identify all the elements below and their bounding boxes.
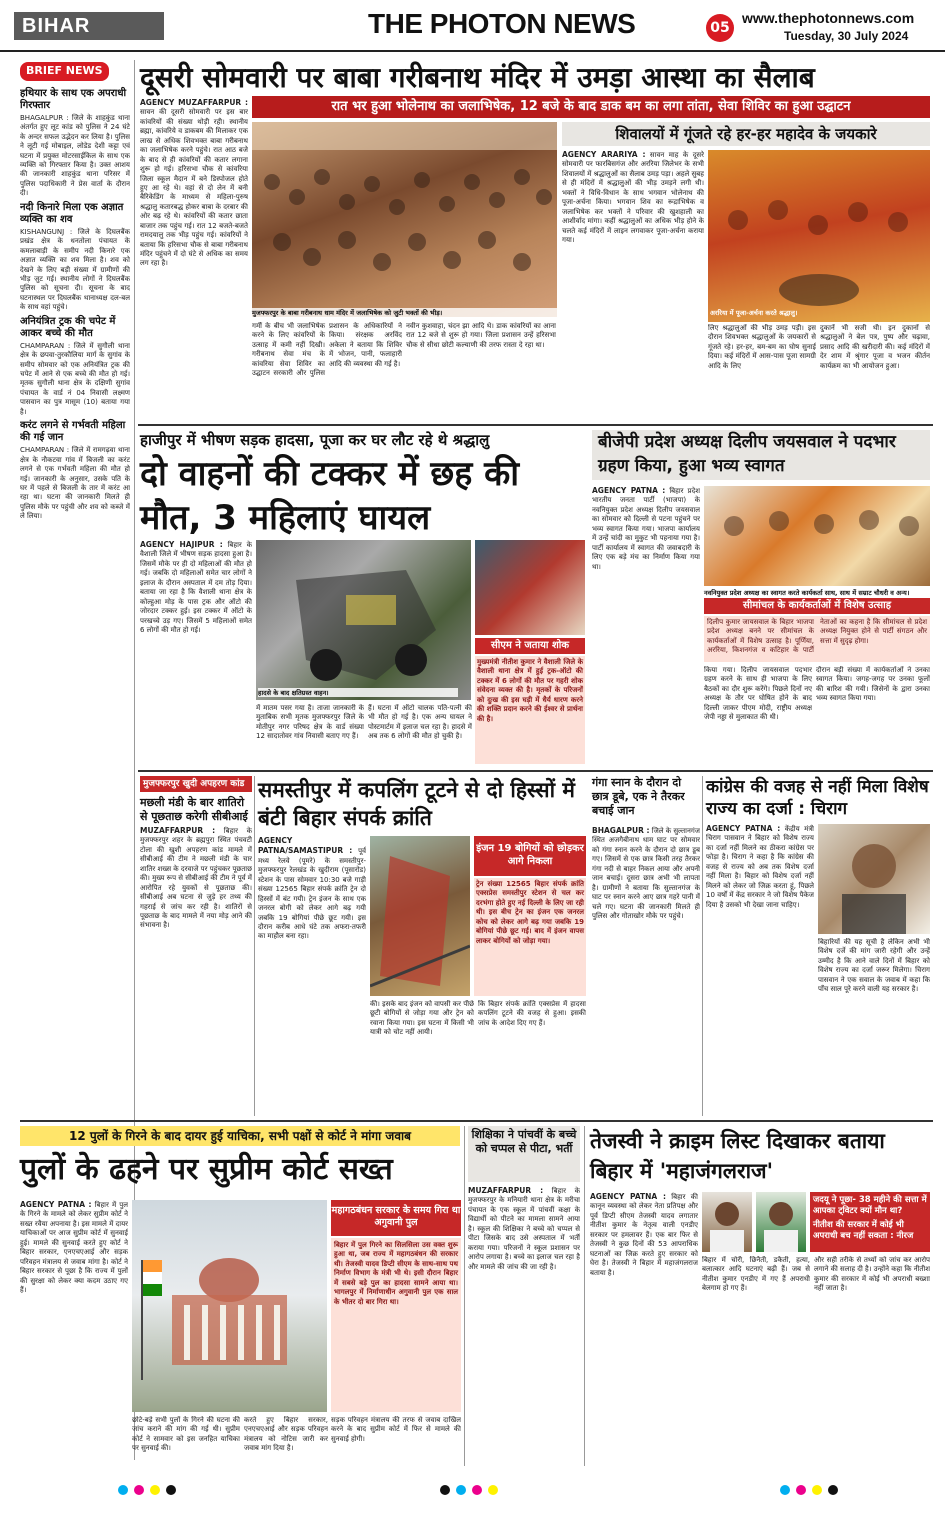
shivalaya-photo: [708, 150, 930, 322]
shivalaya-body-3: दुकानें भी सजी थी। इन दुकानों से श्रद्धालुओं ने बेल पत्र, पुष्प और चढ़ावा, प्रसाद आदि की खरीदारी की। कई मंदिरों में देर शाम में श्रृंगार पूजा व भजन कीर्तन कार्यक्रम का भी आयोजन हुआ।: [820, 324, 930, 370]
brief-body: BHAGALPUR : जिले के शाहकुंड थाना अंतर्गत हुए लूट कांड को पुलिस ने 24 घंटे के अन्दर सफल उद्भेदन कर लिया है। पुलिस ने लूटी गई मोबाइल, लोडेड देशी कट्टा एवं घटना में प्रयुक्त मोटरसाईकिल के साथ एक व्यक्ति को गिरफ्तार किया है। उक्त आशय की जानकारी शाहकुंड थाना परिसर में पुलिस पदाधिकारी ने प्रेस वार्ता के दौरान दी।: [20, 113, 130, 198]
edition-label: BIHAR: [14, 12, 164, 40]
lead-body-3: नवीन कुशवाहा, चंदन झा आदि थे। डाक कांवरियों का आना रात 12 बजे से शुरू हो गया। जिला प्रशासन उन्हें हरिसभा चौक से सीधा छोटी कल्याणी की तरफ रास्ता दे रहा था।: [406, 322, 556, 349]
brief-headline: करंट लगने से गर्भवती महिला की गई जान: [20, 420, 126, 444]
train-photo: [370, 836, 470, 996]
accident-body-text: बिहार के वैशाली जिले में भीषण सड़क हादसा हुआ है। जिसमें मौके पर ही दो महिलाओं की मौत हो गई। जबकि दो महिलाओं समेत चार लोगों ने इलाज के दौरान अस्पताल में दम तोड़ दिया। बताया जा रहा है कि वैशाली थाना क्षेत्र के कोल्हुआ मोड़ के पास ट्रक और ऑटो की जोरदार टक्कर हुई। इस टक्कर में ऑटो के परखच्चे उड़ गए। जिसमें 5 महिलाओं समेत 6 लोगों की मौत हो गई।: [140, 541, 252, 634]
bridges-body: [20, 1200, 128, 1464]
bridges-red-box-title: महागठबंधन सरकार के समय गिरा था अगुवानी पुल: [331, 1200, 461, 1236]
chirag-photo: [818, 824, 930, 934]
brief-item: [20, 88, 130, 199]
tejashwi-body-text: बिहार की कानून व्यवस्था को लेकर नेता प्रतिपक्ष और पूर्व डिप्टी सीएम तेजस्वी यादव लगातार नीतीश कुमार के नेतृत्व वाली एनडीए सरकार पर हमलावर हैं। एक बार फिर से तेजस्वी ने कुछ दिनों की 53 आपराधिक घटनाओं का जिक्र करते हुए सरकार को घेरा है। तेजस्वी ने बिहार में महाजंगलराज बताया है।: [590, 1193, 698, 1277]
lead-body: [140, 98, 248, 418]
accident-kicker: हाजीपुर में भीषण सड़क हादसा, पूजा कर घर लौट रहे थे श्रद्धालु: [140, 431, 490, 449]
brief-body: CHAMPARAN : जिले में सुगौली थाना क्षेत्र के छपवा-तुरकौलिया मार्ग के सुगांव के समीप सोमवार को एक अनियंत्रित ट्रक की चपेट में आने से एक बच्चे की मौत हो गई। मृतक सुगौली थाना क्षेत्र के दक्षिणी सुगांव पंचायत के वार्ड नं 04 निवासी लक्ष्मण पासवान का पुत्र मासूम (10) बताया गया है।: [20, 341, 130, 416]
quote-box: [810, 1192, 930, 1252]
train-illustration: [370, 836, 470, 996]
brief-headline: नदी किनारे मिला एक अज्ञात व्यक्ति का शव: [20, 201, 124, 225]
fish-kicker: मुजफ्फरपुर खुदी अपहरण कांड: [140, 776, 252, 792]
column-divider: [254, 776, 255, 1116]
bjp-body-text: बिहार प्रदेश भारतीय जनता पार्टी (भाजपा) के नवनियुक्त प्रदेश अध्यक्ष दिलीप जयसवाल का सोमवार को दिल्ली से पटना पहुंचने पर भव्य स्वागत किया गया। भाजपा कार्यालय में उन्हें चांदी का मुकुट भी पहनाया गया है। पार्टी कार्यालय में स्वागत की जवाबदारी के लिए एक बड़े मंच का निर्माण किया गया था।: [592, 487, 700, 571]
bjp-body-2: किया गया। दिलीप जायसवाल पदभार ग्रहण करने के साथ ही भाजपा के लिए बैठकों का दौर शुरू करेंगे। पिछले दिनों नए अध्यक्ष के तौर पर घोषित होने के बाद दिल्ली जाकर पीएम मोदी, राष्ट्रीय अध्यक्ष जेपी नड्डा से मुलाकात की थी।: [704, 666, 812, 722]
school-body-text: बिहार के मुजफ्फरपुर के मनियारी थाना क्षेत्र के मरीचा पंचायत के एक स्कूल में पांचवीं कक्षा के विद्यार्थी को पीटने का मामला सामने आया है। स्कूल की शिक्षिका ने बच्चे को चप्पल से पीटा जिसके बाद उसे अस्पताल में भर्ती कराया गया। परिजनों ने स्कूल प्रशासन पर आरोप लगाया है। बच्चे का इलाज चल रहा है और मामले की जांच की जा रही है।: [468, 1187, 580, 1271]
school-headline: शिक्षिका ने पांचवीं के बच्चे को चप्पल से पीटा, भर्ती: [468, 1126, 580, 1182]
bridges-kicker: 12 पुलों के गिरने के बाद दायर हुई याचिका, सभी पक्षों से कोर्ट ने मांगा जवाब: [20, 1126, 460, 1146]
accident-body-2: में मातम पसर गया है। ताजा जानकारी के मुताबिक सभी मृतक मुजफ्फरपुर जिले के मोतीपुर नगर परिषद क्षेत्र के वार्ड संख्या 12 सादातोवर गांव निवासी बताए गए हैं।: [256, 704, 364, 741]
bridges-red-box-body: बिहार में पुल गिरने का सिलसिला उस वक्त शुरू हुआ था, जब राज्य में महागठबंधन की सरकार थी। तेजस्वी यादव डिप्टी सीएम के साथ-साथ पथ निर्माण विभाग के मंत्री भी थे। इसी दौरान बिहार में सबसे बड़े पुल का हादसा सामने आया था। भागलपुर में निर्माणाधीन अगुवानी पुल एक साल के भीतर दो बार गिरा था।: [331, 1238, 461, 1412]
brief-item: [20, 420, 130, 522]
masthead: [0, 0, 945, 52]
school-body: [468, 1186, 580, 1464]
tejashwi-body-3: और सही तरीके से तथ्यों को जांच कर आरोप लगाने की सलाह दी है। उन्होंने कहा कि नीतीश कुमार की सरकार में कोई भी अपराधी बख्शा नहीं जाता है।: [814, 1256, 930, 1293]
cyan-mark: [118, 1485, 128, 1495]
column-divider: [702, 776, 703, 1116]
fish-body: [140, 826, 252, 1116]
brief-headline: हथियार के साथ एक अपराधी गिरफ्तार: [20, 87, 127, 111]
tejashwi-body-2: बिहार में चोरी, छिनैती, डकैती, हत्या, बलात्कार आदि घटनाएं बढ़ी हैं। जब से नीतीश कुमार एनडीए में गए हैं अपराधी बेलगाम हो गए हैं।: [702, 1256, 810, 1293]
tejashwi-headline: तेजस्वी ने क्राइम लिस्ट दिखाकर बताया बिहार में 'महाजंगलराज': [590, 1129, 885, 1183]
cm-box-body: मुख्यमंत्री नीतीश कुमार ने वैशाली जिले के वैशाली थाना क्षेत्र में हुई ट्रक-ऑटो की टक्कर में 6 लोगों की मौत पर गहरी शोक संवेदना व्यक्त की है। मृतकों के परिजनों को दुःख की इस घड़ी में धैर्य धारण करने की शक्ति प्रदान करने की ईश्वर से प्रार्थना की है।: [475, 656, 585, 764]
congress-body: [706, 824, 814, 1116]
paper-title: THE PHOTON NEWS: [368, 8, 636, 39]
wreckage-illustration: [256, 540, 471, 700]
yellow-mark: [488, 1485, 498, 1495]
black-mark: [440, 1485, 450, 1495]
magenta-mark: [472, 1485, 482, 1495]
lead-headline: दूसरी सोमवारी पर बाबा गरीबनाथ मंदिर में उमड़ा आस्था का सैलाब: [140, 61, 815, 94]
neeraj-photo: [756, 1192, 806, 1252]
ganga-body-text: जिले के सुल्तानगंज स्थित अजगैबीनाथ धाम घाट पर सोमवार को गंगा स्नान करने के दौरान दो छात्र डूब गए। जिसमें से एक छात्र किसी तरह तैरकर गंगा नदी से बाहर निकल आया और अपनी जान बचाई। दूसरा छात्र अभी भी लापता है। ग्रामीणों ने बताया कि सुल्तानगंज के घाट पर स्नान करने आए छात्र गहरे पानी में चले गए। घटना की जानकारी मिलते ही पुलिस और गोताखोर मौके पर पहुंचे।: [592, 827, 700, 920]
quote-1: जदयू ने पूछा- 38 महीने की सत्ता में आपका ट्विटर क्यों मौन था?: [813, 1195, 927, 1216]
portrait-illustration: [756, 1192, 806, 1252]
brief-body: CHAMPARAN : जिले में रामगढ़वा थाना क्षेत्र के नौकटवा गांव में बिजली का करंट लगने से एक गर्भवती महिला की मौत हो गई। जानकारी के अनुसार, उसके पति के घर में पहले से बिजली के तार में करंट आ रहा था। घटना की जानकारी मिलते ही पुलिस मौके पर पहुंची और शव को कब्जे में ले लिया।: [20, 446, 130, 521]
train-body-3: कि बिहार संपर्क क्रांति एक्सप्रेस में हादसा कपलिंग टूटने की वजह से हुआ। इसकी जांच के आदेश दिए गए हैं।: [478, 1000, 586, 1027]
brief-item: [20, 316, 130, 418]
bridges-body-3: करते हुए बिहार सरकार, एनएचएआई और सड़क परिवहन मंत्रालय को नोटिस जारी कर जवाब मांग दिया है।: [244, 1416, 328, 1453]
section-divider: [138, 770, 933, 772]
shivalaya-body: [562, 150, 704, 418]
yellow-mark: [150, 1485, 160, 1495]
welcome-illustration: [704, 486, 930, 586]
column-divider: [464, 1126, 465, 1466]
portrait-illustration: [818, 824, 930, 934]
train-agency: AGENCY PATNA/SAMASTIPUR :: [258, 836, 353, 856]
magenta-mark: [796, 1485, 806, 1495]
accident-photo: [256, 540, 471, 700]
bridges-headline: पुलों के ढहने पर सुप्रीम कोर्ट सख्त: [20, 1152, 393, 1187]
congress-headline: कांग्रेस की वजह से नहीं मिला विशेष राज्य का दर्जा : चिराग: [706, 777, 929, 819]
print-registration-marks: [0, 1470, 945, 1510]
bjp-agency: AGENCY PATNA :: [592, 486, 666, 495]
worshippers-illustration: [708, 150, 930, 322]
court-building-illustration: [132, 1200, 327, 1412]
bjp-photo-caption: नवनियुक्त प्रदेश अध्यक्ष का स्वागत करते कार्यकर्ता साथ, साथ में सम्राट चौधरी व अन्य।: [704, 589, 910, 597]
tejashwi-photo: [702, 1192, 752, 1252]
cm-box-title: सीएम ने जताया शोक: [475, 638, 585, 654]
black-mark: [828, 1485, 838, 1495]
brief-item: [20, 202, 130, 313]
cyan-mark: [456, 1485, 466, 1495]
lead-subhead: रात भर हुआ भोलेनाथ का जलाभिषेक, 12 बजे के बाद डाक बम का लगा तांता, सेवा शिविर का हुआ उद्घाटन: [252, 96, 930, 118]
accident-agency: AGENCY HAJIPUR :: [140, 540, 223, 549]
tejashwi-agency: AGENCY PATNA :: [590, 1192, 666, 1201]
train-body: [258, 836, 366, 1116]
accident-body: [140, 540, 252, 764]
accident-body-3: हैं। घटना में ऑटो चालक पति-पत्नी की भी मौत हो गई है। एक अन्य घायल ने पोस्टमार्टम में इलाज चल रहा है। हादसे में अब तक 6 लोगों की मौत हो चुकी है।: [368, 704, 472, 741]
shivalaya-photo-caption: अररिया में पूजा-अर्चना करते श्रद्धालु।: [710, 309, 798, 317]
brief-body: KISHANGUNJ : जिले के दिघलबैंक प्रखंड क्षेत्र के धनतोला पंचायत के कमलाबाड़ी के समीप नदी किनारे एक अज्ञात व्यक्ति का शव मिला है। शव को देखने के लिए बड़ी संख्या में ग्रामीणों की भीड़ जुट गई। स्थानीय लोगों ने दिघलबैंक पुलिस को सूचना दी। सूचना के बाद घटनास्थल पर दिघलबैंक थानाध्यक्ष दल-बल के साथ वहां पहुंचे।: [20, 227, 130, 312]
bridges-body-text: बिहार में पुल के गिरने के मामले को लेकर सुप्रीम कोर्ट ने सख्त रवैया अपनाया है। इस मामले में दायर याचिकाओं पर आज सुप्रीम कोर्ट में सुनवाई हुई। मामले की सुनवाई करते हुए कोर्ट ने बिहार सरकार, एनएचएआई और सड़क परिवहन मंत्रालय से जवाब मांगा है। कोर्ट ने बिहार सरकार से पूछा है कि राज्य में पुलों की सुरक्षा को लेकर क्या कदम उठाए गए हैं।: [20, 1201, 128, 1294]
temple-crowd-photo: [252, 122, 557, 317]
fish-agency: MUZAFFARPUR :: [140, 826, 216, 835]
congress-body-2: बिहारियों की यह सूची है लेकिन अभी भी विशेष दर्जे की मांग जारी रहेगी और उन्हें उम्मीद है कि आने वाले दिनों में बिहार को विशेष राज्य का दर्जा जरूर मिलेगा। चिराग पासवान ने एक सवाल के जवाब में कहा कि पाँच साल पूरे करने वाली यह सरकार है।: [818, 938, 930, 994]
congress-agency: AGENCY PATNA :: [706, 824, 781, 833]
school-agency: MUZAFFARPUR :: [468, 1186, 544, 1195]
injured-photo: [475, 540, 585, 635]
train-body-text: पूर्व मध्य रेलवे (पूमरे) के समस्तीपुर-मुजफ्फरपुर रेलखंड के खुदीराम (पूसारोड) स्टेशन के पास सोमवार 10:30 बजे गाड़ी संख्या 12565 बिहार संपर्क क्रांति ट्रेन दो हिस्सों में बंट गयी। ट्रेन इंजन के साथ एक जनरल बोगी को लेकर आगे बढ़ गयी जबकि 19 बोगियां पीछे छूट गयी। इस दौरान करीब आधे घंटे तक अफरा-तफरी का माहौल बना रहा।: [258, 847, 366, 941]
column-divider: [584, 1126, 585, 1466]
bridges-body-2: छोटे-बड़े सभी पुलों के गिरने की घटना की जांच कराने की मांग की गई थी। सुप्रीम कोर्ट ने सामवार को इस जनहित याचिका पर सुनवाई की।: [132, 1416, 240, 1453]
train-body-2: की। इसके बाद इंजन को वापसी कर पीछे छूटी बोगियों से जोड़ा गया और ट्रेन को रवाना किया गया। इस घटना में किसी भी यात्री को चोट नहीं आयी।: [370, 1000, 474, 1037]
crowd-illustration: [252, 122, 557, 317]
train-headline: समस्तीपुर में कपलिंग टूटने से दो हिस्सों में बंटी बिहार संपर्क क्रांति: [258, 778, 575, 830]
ganga-headline: गंगा स्नान के दौरान दो छात्र डूबे, एक ने तैरकर बचाई जान: [592, 776, 685, 817]
bjp-box-body-2: दौरान बड़ी संख्या में कार्यकर्ताओं ने उनका स्वागत किया। जगह-जगह पर उनका फूलों की बारिश की गयी। जिसेनों के द्वारा उनका भव्य स्वागत किया गया।: [816, 666, 930, 703]
brief-news-tag: BRIEF NEWS: [20, 62, 109, 81]
shivalaya-body-text: सावन माह के दूसरे सोमवारी पर फारबिसगंज और अररिया जिलेभर के सभी शिवालयों में श्रद्धालुओं का सैलाब उमड़ पड़ा। अहले सुबह से ही मंदिरों में श्रद्धालुओं की भीड़ उमड़ने लगी थी। भक्तों ने विधि-विधान के साथ भगवान भोलेनाथ की पूजा-अर्चना किया। भगवान शिव का रूद्राभिषेक व जलाभिषेक कर भक्तों ने परिवार की खुशहाली का आशीर्वाद मांगा। कहीं श्रद्धालुओं का अधिक भीड़ होने के चलते कई मंदिरों में लाइन लगवाकर पूजा-अर्चना कराया गया।: [562, 151, 704, 244]
tejashwi-body: [590, 1192, 698, 1464]
section-divider: [20, 1120, 933, 1122]
bjp-box-body: दिलीप कुमार जायसवाल के बिहार भाजपा प्रदेश अध्यक्ष बनने पर सीमांचल के कार्यकर्ताओं में विशेष उत्साह है। पूर्णिया, अररिया, किशनगंज व कटिहार के पार्टी नेताओं का कहना है कि सीमांचल से प्रदेश अध्यक्ष नियुक्त होने से पार्टी संगठन और सत्ता में सुदृढ़ होगा।: [704, 616, 930, 662]
yellow-mark: [812, 1485, 822, 1495]
portrait-illustration: [702, 1192, 752, 1252]
shivalaya-agency: AGENCY ARARIYA :: [562, 150, 646, 159]
lead-body-text: सावन की दूसरी सोमवारी पर इस बार कांवरियों की संख्या थोड़ी रही। स्थानीय ब्रह्मा, कांवरिये व डाकबम की मिलाकर एक लाख से अधिक शिवभक्त बाबा गरीबनाथ का जलाभिषेक करने पहुंचे। रात आठ बजे के बाद से ही कांवरियों की कतार लगाना शुरू हो गई। हरिसभा चौक से कांवरिया जिला स्कूल मैदान में बने डिस्पोजल होते हुए आ रहे थे। वहां से दो लेन में बनी बैरिकेडिंग के माध्यम से महिला-पुरुष श्रद्धालु कतारबद्ध होकर बाबा के दरबार की ओर बढ़ रहे थे। कांवरियों की कतार छाता बाजार तक पहुंच गई। रात 12 बजते-बजते रामदयालु तक भीड़ पहुंच गई। कांवरियों ने बताया कि हरिसभा चौक से बाबा गरीबनाथ मंदिर पहुंचने में दो घंटे से अधिक का समय लग रहा है।: [140, 108, 248, 268]
lead-body-2: गर्मी के बीच भी जलाभिषेक करने के लिए कांवरियों के उत्साह में कमी नहीं दिखी। गरीबनाथ सेवा मंच के कांवरिया सेवा शिविर का उद्घाटन सरकारी और पुलिस प्रशासन के अधिकारियों ने किया। संरक्षक अरविंद अकेला ने बताया कि शिविर में भोजन, पानी, फलाहारी आदि की व्यवस्था की गई है।: [252, 322, 402, 378]
website-link[interactable]: www.thephotonnews.com: [742, 10, 915, 26]
accident-photo-caption: हादसे के बाद क्षतिग्रस्त वाहन।: [258, 688, 458, 697]
shivalaya-headline: शिवालयों में गूंजते रहे हर-हर महादेव के जयकारे: [562, 122, 930, 146]
fish-headline: मछली मंडी के बार शातिरो से पूछताछ करेगी सीबीआई: [140, 796, 248, 823]
section-divider: [138, 424, 933, 426]
fish-body-text: बिहार के मुजफ्फरपुर शहर के ब्रह्मपुरा स्थित पंचवटी टोला की खुशी अपहरण कांड मामले में सीबीआई की टीम ने मछली मंडी के चार शातिर शख्स के दरवाजे पर पहुंचकर पूछताछ की। मुख्य रूप से सीबीआई की टीम ने पूर्व में आरोपित रहे युवकों से पूछताछ की। सीबीआई अब घटना से जुड़े हर तथ्य की गहराई से जांच कर रही है। शातिरों से पूछताछ के बाद मामले में नया मोड़ आने की संभावना है।: [140, 827, 252, 930]
congress-body-text: केंद्रीय मंत्री चिराग पासवान ने बिहार को विशेष राज्य का दर्जा नहीं मिलने का ठीकरा कांग्रेस पर फोड़ा है। चिराग ने कहा है कि कांग्रेस की वजह से राज्य को अब तक विशेष दर्जा नहीं मिला है। बिहार को विशेष दर्जा नहीं मिलने को लेकर जो जिक्र करता हूं, पिछले 10 वर्षों में केंद्र सरकार ने जो विशेष पैकेज दिया है उसको भी देखा जाना चाहिए।: [706, 825, 814, 909]
accident-headline: दो वाहनों की टक्कर में छह की मौत, 3 महिलाएं घायल: [140, 454, 520, 538]
quote-2: नीतीश की सरकार में कोई भी अपराधी बच नहीं सकता : नीरज: [813, 1220, 914, 1241]
cyan-mark: [780, 1485, 790, 1495]
bjp-headline: बीजेपी प्रदेश अध्यक्ष दिलीप जयसवाल ने पदभार ग्रहण किया, हुआ भव्य स्वागत: [592, 430, 930, 480]
page-number: 05: [706, 14, 734, 42]
train-box-title: इंजन 19 बोगियों को छोड़कर आगे निकला: [474, 836, 586, 876]
bridges-body-4: सड़क परिवहन मंत्रालय की तरफ से जवाब दाखिल करने के बाद सुप्रीम कोर्ट में फिर से मामले की सुनवाई होगी।: [331, 1416, 461, 1443]
train-box-body: ट्रेन संख्या 12565 बिहार संपर्क क्रांति एक्सप्रेस समस्तीपुर स्टेशन से चल कर दरभंगा होते हुए नई दिल्ली के लिए जा रही थी। इस बीच ट्रेन का इंजन एक जनरल कोच को लेकर आगे बढ़ गया जबकि 19 बोगियां पीछे छूट गई। बाद में इंजन वापस लाकर बोगियों को जोड़ा गया।: [474, 878, 586, 996]
bjp-body: [592, 486, 700, 746]
lead-photo-caption: मुजफ्फरपुर के बाबा गरीबनाथ धाम मंदिर में जलाभिषेक को जुटी भक्तों की भीड़।: [252, 308, 557, 317]
lead-agency: AGENCY MUZAFFARPUR :: [140, 98, 248, 107]
ganga-agency: BHAGALPUR :: [592, 826, 650, 835]
issue-date: Tuesday, 30 July 2024: [784, 29, 909, 43]
ganga-body: [592, 826, 700, 1116]
black-mark: [166, 1485, 176, 1495]
bjp-box-title: सीमांचल के कार्यकर्ताओं में विशेष उत्साह: [704, 598, 930, 614]
shivalaya-body-2: लिए श्रद्धालुओं की भीड़ उमड़ पड़ी। इस दौरान शिवभक्त श्रद्धालुओं के जयकारों से गूंजते रहे। हर-हर, बम-बम का घोष सुनाई दिया। कई मंदिरों में आस-पास पूजा सामग्री आदि के लिए: [708, 324, 816, 370]
supreme-court-photo: [132, 1200, 327, 1412]
bridges-agency: AGENCY PATNA :: [20, 1200, 92, 1209]
brief-headline: अनियंत्रित ट्रक की चपेट में आकर बच्चे की मौत: [20, 315, 116, 339]
bjp-photo: [704, 486, 930, 586]
magenta-mark: [134, 1485, 144, 1495]
